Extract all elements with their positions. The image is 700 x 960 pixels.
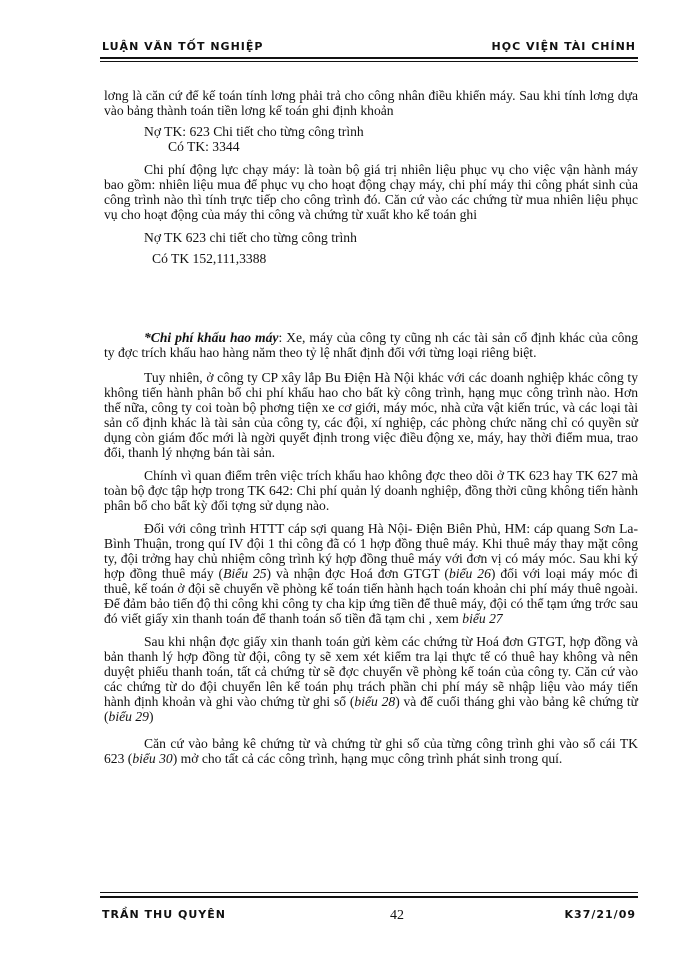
paragraph-fuel-cost: Chi phí động lực chạy máy: là toàn bộ giá trị nhiên liệu phục vụ cho việc vận hành máy bao gồm: nhiên liệu mua để phục vụ cho hoạt động chạy máy, chi phí máy thi công phát sinh của công trình nào thì tính trực tiếp cho công trình đó. Căn cứ vào các chứng từ mua nhiên liệu phục vụ cho hoạt động của máy thi công và chứng từ xuất kho kế toán ghi: [104, 162, 638, 222]
paragraph-depreciation: *Chi phí khấu hao máy: Xe, máy của công ty cũng nh các tài sản cố định khác của công ty đợc trích khấu hao hàng năm theo tỷ lệ nhất định đối với từng loại riêng biệt.: [104, 330, 638, 360]
entry-debit-623: Nợ TK: 623 Chi tiết cho từng công trình: [144, 124, 364, 139]
running-header: [100, 40, 638, 54]
paragraph-fiber-project: Đối với công trình HTTT cáp sợi quang Hà Nội- Điện Biên Phủ, HM: cáp quang Sơn La- Bình Thuận, trong quí IV đội 1 thi công đã có 1 hợp đồng thuê máy. Khi thuê máy thay mặt công ty, đội trởng hay chủ nhiệm công trình ký hợp đồng thuê máy với đơn vị có máy móc. Sau khi ký hợp đồng thuê máy (Biểu 25) và nhận đợc Hoá đơn GTGT (biểu 26) đối với loại máy móc đi thuê, kế toán ở đội sẽ chuyển về phòng kế toán tiến hành hạch toán khoản chi phí máy thuê ngoài. Để đảm bảo tiến độ thi công khi công ty cha kịp ứng tiền để thuê máy, đội có thể tạm ứng trớc sau đó viết giấy xin thanh toán để thanh toán số tiền đã tạm chi , xem biểu 27: [104, 521, 638, 626]
page-number: 42: [390, 908, 404, 923]
footer-rule-top: [100, 892, 638, 893]
ref-bieu-28: biểu 28: [354, 694, 396, 709]
paragraph-payment-request: Sau khi nhận đợc giấy xin thanh toán gửi kèm các chứng từ Hoá đơn GTGT, hợp đồng và bản thanh lý hợp đồng từ đội, công ty sẽ xem xét kiểm tra lại thực tế có thuê hay không và nên duyệt phiếu thanh toán, tất cả chứng từ sẽ đợc chuyển về phòng kế toán của công ty. Căn cứ vào các chứng từ do đội chuyển lên kế toán phụ trách phần chi phí máy sẽ nhập liệu vào máy tiến hành định khoản và ghi vào chứng từ ghi sổ (biểu 28) và để cuối tháng ghi vào bảng kê chứng từ (biểu 29): [104, 634, 639, 724]
ref-bieu-27: biểu 27: [462, 611, 503, 626]
header-rule-top: [100, 57, 638, 59]
ref-bieu-29: biểu 29: [108, 709, 149, 724]
header-right: HỌC VIỆN TÀI CHÍNH: [491, 40, 636, 53]
paragraph-wage-basis: lơng là căn cứ để kế toán tính lơng phải trả cho công nhân điều khiển máy. Sau khi tính lơng dựa vào bảng thành toán tiền lơng kế toán ghi định khoản: [104, 88, 638, 118]
ref-bieu-26: biểu 26: [448, 566, 491, 581]
running-footer: [100, 908, 638, 924]
ref-bieu-25: Biểu 25: [223, 566, 267, 581]
paragraph-company-policy: Tuy nhiên, ở công ty CP xây lắp Bu Điện Hà Nội khác với các doanh nghiệp khác công ty không tiến hành phân bổ chi phí khấu hao cho bất kỳ công trình, hạng mục công trình nào. Hơn thế nữa, công ty coi toàn bộ phơng tiện xe cơ giới, máy móc, nhà cửa vật kiến trúc, và các loại tài sản cố định khác là tài sản của công ty, các đội, xí nghiệp, các phòng chức năng chỉ có quyền sử dụng còn giám đốc mới là ngời quyết định trong việc điều động xe, máy, hay thời điểm mua, trao đổi, thanh lý nhợng bán tài sản.: [104, 370, 638, 460]
paragraph-tk642: Chính vì quan điểm trên việc trích khấu hao không đợc theo dõi ở TK 623 hay TK 627 mà toàn bộ đợc tập hợp trong TK 642: Chi phí quản lý doanh nghiệp, đồng thời cũng không tiến hành phân bổ cho bất kỳ đối tợng sử dụng nào.: [104, 468, 638, 513]
header-rule-bottom: [100, 61, 638, 62]
footer-author: TRẦN THU QUYÊN: [102, 908, 226, 921]
paragraph-ledger: Căn cứ vào bảng kê chứng từ và chứng từ ghi sổ của từng công trình ghi vào sổ cái TK 623 (biểu 30) mở cho tất cả các công trình, hạng mục công trình phát sinh trong quí.: [104, 736, 638, 766]
header-left: LUẬN VĂN TỐT NGHIỆP: [102, 40, 264, 53]
ref-bieu-30: biểu 30: [132, 751, 173, 766]
entry-credit-152: Có TK 152,111,3388: [152, 251, 267, 266]
footer-rule-bottom: [100, 896, 638, 898]
body-text: [104, 88, 638, 766]
footer-class-code: K37/21/09: [564, 908, 636, 921]
entry-debit-623-b: Nợ TK 623 chi tiết cho từng công trình: [144, 230, 357, 245]
depreciation-heading: *Chi phí khấu hao máy: [144, 330, 279, 345]
entry-credit-3344: Có TK: 3344: [168, 139, 240, 154]
